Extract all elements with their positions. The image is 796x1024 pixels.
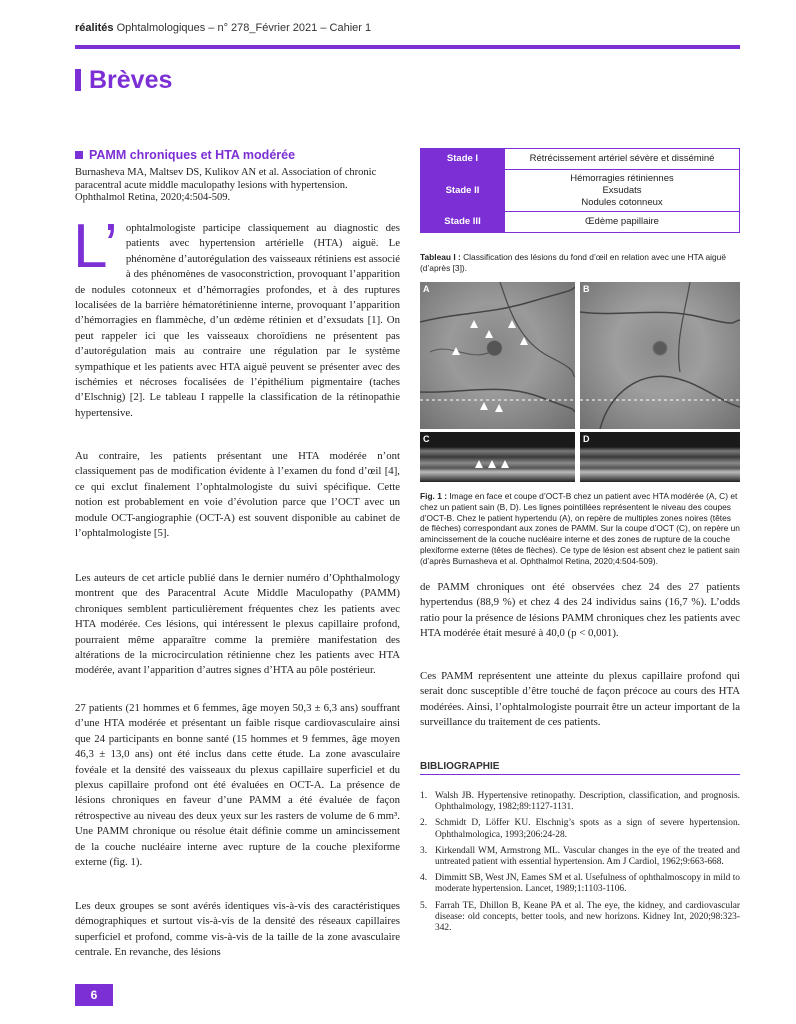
table-row bbox=[421, 170, 740, 212]
header-rule bbox=[75, 45, 740, 49]
stage-desc-line: Exsudats bbox=[602, 184, 642, 196]
ref-number: 4. bbox=[420, 873, 428, 884]
stage-desc bbox=[505, 170, 740, 212]
stage-desc-line: Rétrécissement artériel sévère et disséminé bbox=[529, 153, 715, 164]
stage-label: Stade II bbox=[421, 170, 505, 212]
arrowhead-icon bbox=[470, 320, 478, 328]
ref-text: Dimmitt SB, West JN, Eames SM et al. Usefulness of ophthalmoscopy in mild to moderate hypertension. Lancet, 1989;1:1103-1106. bbox=[435, 873, 740, 895]
paragraph-7: Ces PAMM représentent une atteinte du plexus capillaire profond qui serait donc susceptible d’être touché de façon précoce au cours des HTA modérées. Ainsi, l’ophtalmologiste pourrait être un acteur important de la surveillance du traitement de ces patients. bbox=[420, 670, 740, 729]
list-item bbox=[420, 873, 740, 895]
ref-number: 3. bbox=[420, 845, 428, 856]
stage-label: Stade I bbox=[421, 149, 505, 170]
table-row bbox=[421, 149, 740, 170]
table-caption bbox=[420, 252, 742, 274]
paragraph-2: Au contraire, les patients présentant une HTA modérée n’ont classiquement pas de modification évidente à l’examen du fond d’œil [4], ce qui exclut finalement l’ophtalmologiste du suivi spécifique. Cette notion est probablement en voie d’évolution parce que l’OCT avec un module OCT-angiographie (OCT-A) est souvent disponible au cabinet de l’ophtalmologiste [5]. bbox=[75, 450, 400, 540]
paragraph-1-text: ophtalmologiste participe classiquement au diagnostic des patients avec hypertension artérielle (HTA) aiguë. Le phénomène d’autorégulation des vaisseaux rétiniens est associé à des phénomènes de vasoconstriction, provoquant l’apparition de nodules cotonneux et d’hémorragies profondes, et à des ruptures localisées de la barrière hématorétinienne interne, provoquant l’apparition d’hémorragies en flammèche, d’un œdème rétinien et d’exsudats [1]. On peut rappeler ici que les vaisseaux choroïdiens ne présentent pas d’autorégulation mais au contraire une régulation par le système sympathique et les patients avec HTA aiguë peuvent se présenter avec des ischémies et nécroses focalisées de l’épithélium pigmentaire (taches d’Elschnig) [2]. Le tableau I rappelle la classification de la rétinopathie hypertensive. bbox=[75, 222, 400, 419]
stage-label: Stade III bbox=[421, 212, 505, 233]
paragraph-5: Les deux groupes se sont avérés identiques vis-à-vis des caractéristiques démographiques et surtout vis-à-vis de la densité des réseaux capillaires superficiel et profond, comme vis-à-vis de la taille de la zone avasculaire centrale. En revanche, des lésions bbox=[75, 900, 400, 959]
list-item bbox=[420, 846, 740, 868]
journal-name: réalités bbox=[75, 22, 114, 34]
arrowhead-icon bbox=[488, 460, 496, 468]
ref-number: 5. bbox=[420, 900, 428, 911]
arrowhead-icon bbox=[485, 330, 493, 338]
stage-desc bbox=[505, 149, 740, 170]
page-number: 6 bbox=[75, 984, 113, 1006]
list-item bbox=[420, 901, 740, 935]
issue-info: Ophtalmologiques – n° 278_Février 2021 – Cahier 1 bbox=[113, 22, 372, 34]
ref-text: Kirkendall WM, Armstrong ML. Vascular changes in the eye of the treated and untreated patient with essential hypertension. Am J Cardiol, 1962;9:663-668. bbox=[435, 845, 740, 868]
stage-desc-line: Œdème papillaire bbox=[585, 216, 659, 227]
figure-panel-a bbox=[420, 282, 575, 429]
article-title bbox=[75, 148, 295, 162]
paragraph-6: de PAMM chroniques ont été observées chez 24 des 27 patients hypertendus (88,9 %) et chez 4 des 24 individus sains (16,7 %). L’odds ratio pour la présence de lésions PAMM chroniques chez les patients avec HTA modérée était mesuré à 40,0 (p < 0,001). bbox=[420, 581, 740, 640]
vessel-pattern-b bbox=[580, 282, 740, 429]
square-bullet-icon bbox=[75, 151, 83, 159]
figure-caption bbox=[420, 491, 742, 567]
ref-text: Walsh JB. Hypertensive retinopathy. Description, classification, and prognosis. Ophthalmology, 1982;89:1127-1131. bbox=[435, 791, 740, 813]
table-caption-text: Classification des lésions du fond d’œil en relation avec une HTA aiguë (d’après [3]). bbox=[420, 252, 726, 273]
figure-caption-label: Fig. 1 : bbox=[420, 491, 447, 501]
arrowhead-icon bbox=[480, 402, 488, 410]
arrowhead-icon bbox=[520, 337, 528, 345]
figure-panel-b bbox=[580, 282, 740, 429]
panel-label-d: D bbox=[583, 434, 590, 444]
arrowhead-icon bbox=[495, 404, 503, 412]
section-title-text: Brèves bbox=[89, 66, 173, 94]
figure-caption-text: Image en face et coupe d’OCT-B chez un patient avec HTA modérée (A, C) et chez un patient sain (B, D). Les lignes pointillées représentent le niveau des coupes d’OCT-B. Chez le patient hypertendu (A), on repère de multiples zones noires (têtes de flèches) correspondant aux zones de PAMM. Sur la coupe d’OCT (C), on repère un amincissement de la couche nucléaire interne et des zones de rupture de la couche plexiforme externe (têtes de flèches). Ce type de lésion est absent chez le patient sain (d’après Burnasheva et al. Ophthalmol Retina, 2020;4:504-509). bbox=[420, 491, 740, 566]
arrowhead-icon bbox=[501, 460, 509, 468]
figure-panel-c bbox=[420, 432, 575, 482]
paragraph-3: Les auteurs de cet article publié dans le dernier numéro d’Ophthalmology montrent que des Paracentral Acute Middle Maculopathy (PAMM) chroniques semblent particulièrement fréquentes chez les patients avec HTA modérée. Ces lésions, qui intéressent le plexus capillaire profond, pourraient même apparaître comme la première manifestation des altérations de la microcirculation rétinienne chez les patients avec HTA modérée, avant l’apparition d’autres signes d’HTA au pôle postérieur. bbox=[75, 572, 400, 677]
table-row bbox=[421, 212, 740, 233]
stage-desc-line: Nodules cotonneux bbox=[581, 196, 663, 208]
ref-text: Schmidt D, Löffer KU. Elschnig’s spots as a sign of severe hypertension. Ophthalmologica, 1993;206:24-28. bbox=[435, 818, 740, 840]
article-reference: Burnasheva MA, Maltsev DS, Kulikov AN et al. Association of chronic paracentral acute middle maculopathy lesions with hypertension. Ophthalmol Retina, 2020;4:504-509. bbox=[75, 167, 377, 204]
stage-desc bbox=[505, 212, 740, 233]
arrowhead-icon bbox=[452, 347, 460, 355]
panel-label-c: C bbox=[423, 434, 430, 444]
article-title-text: PAMM chroniques et HTA modérée bbox=[89, 148, 296, 162]
paragraph-intro bbox=[73, 212, 400, 421]
classification-table bbox=[420, 148, 740, 233]
drop-cap: L’ bbox=[73, 212, 118, 281]
table-caption-label: Tableau I : bbox=[420, 252, 461, 262]
ref-text: Farrah TE, Dhillon B, Keane PA et al. The eye, the kidney, and cardiovascular disease: old concepts, better tools, and new horizons. Kidney Int, 2020;98:323-342. bbox=[435, 900, 740, 934]
bibliography-rule bbox=[420, 774, 740, 775]
section-title bbox=[75, 66, 172, 94]
list-item bbox=[420, 791, 740, 813]
list-item bbox=[420, 818, 740, 840]
bibliography-title: BIBLIOGRAPHIE bbox=[420, 761, 500, 772]
bibliography-list bbox=[420, 791, 740, 939]
ref-number: 2. bbox=[420, 818, 428, 829]
ref-number: 1. bbox=[420, 791, 428, 801]
paragraph-4: 27 patients (21 hommes et 6 femmes, âge moyen 50,3 ± 6,3 ans) souffrant d’une HTA modérée et présentant un faible risque cardiovasculaire ainsi que 24 participants en bonne santé (15 hommes et 9 femmes, âge moyen 46,3 ± 13,0 ans) ont été inclus dans cette étude. La zone avasculaire fovéale et la densité des vaisseaux du plexus capillaire superficiel et du plexus capillaire profond ont été évaluées en OCT-A. La présence de lésions chroniques en faveur d’une PAMM a été évaluée de façon rétrospective au niveau des deux yeux sur les rasters de volume de 6 mm³. Une PAMM chronique ou résolue était définie comme un amincissement de la couche nucléaire interne avec rupture de la couche plexiforme externe (fig. 1). bbox=[75, 702, 400, 869]
panel-label-b: B bbox=[583, 284, 590, 294]
running-head bbox=[75, 22, 371, 34]
stage-desc-line: Hémorragies rétiniennes bbox=[570, 172, 674, 184]
figure-panel-d bbox=[580, 432, 740, 482]
panel-label-a: A bbox=[423, 284, 430, 294]
section-bar-icon bbox=[75, 69, 81, 91]
arrowhead-icon bbox=[508, 320, 516, 328]
arrowhead-icon bbox=[475, 460, 483, 468]
